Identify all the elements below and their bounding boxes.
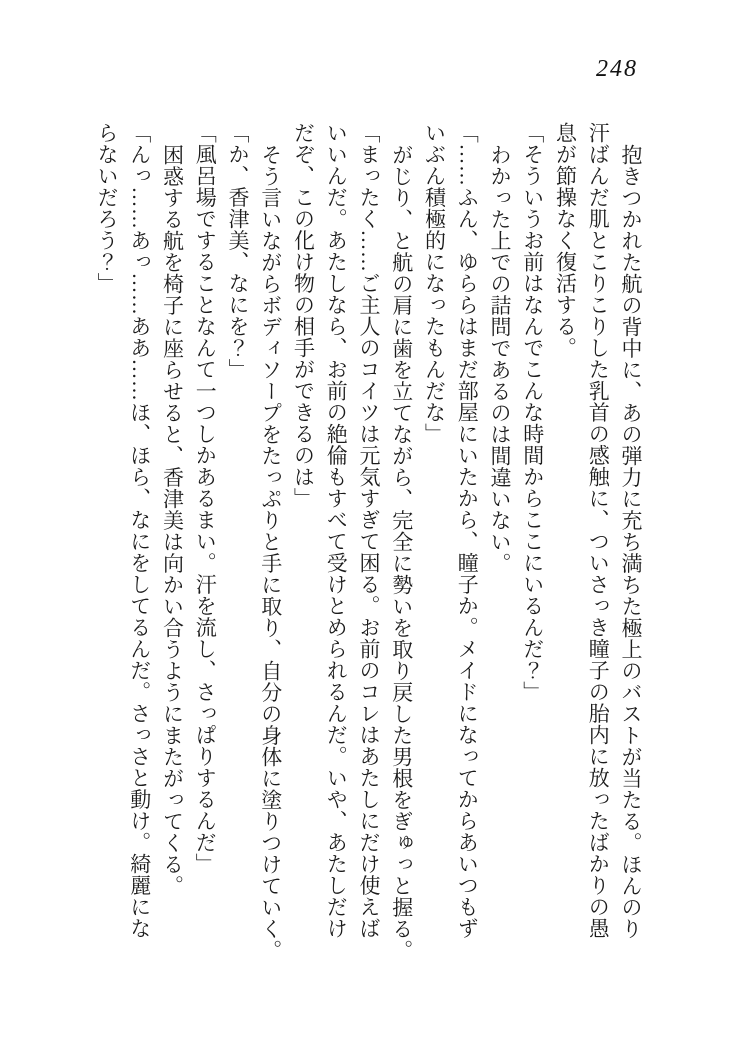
text-column: がじり、と航の肩に歯を立てながら、完全に勢いを取り戻した男根をぎゅっと握る。 [389,143,414,961]
text-column: いいんだ。あたしなら、お前の絶倫もすべて受けとめられるんだ。いや、あたしだけ [324,122,349,939]
text-column: 息が節操なく復活する。 [553,122,578,359]
text-column: 「まったく……ご主人のコイツは元気すぎて困る。お前のコレはあたしにだけ使えば [357,122,381,939]
body-text [90,122,647,972]
text-column: 抱きつかれた航の背中に、あの弾力に充ち満ちた極上のバストが当たる。ほんのり [619,143,643,939]
text-column: らないだろう？」 [95,122,119,294]
text-column: 「……ふん、ゆららはまだ部屋にいたから、瞳子か。メイドになってからあいつもず [455,122,480,939]
text-column: 困惑する航を椅子に座らせると、香津美は向かい合うようにまたがってくる。 [160,143,185,896]
page-number: 248 [596,56,638,82]
text-column: 「んっ……あっ……ああ……ほ、ほら、なにをしてるんだ。さっさと動け。綺麗にな [127,122,152,939]
text-column: そう言いながらボディソープをたっぷりと手に取り、自分の身体に塗りつけていく。 [258,143,283,961]
text-column: 汗ばんだ肌とこりこりした乳首の感触に、ついさっき瞳子の胎内に放ったばかりの愚 [586,122,611,939]
text-column: いぶん積極的になったもんだな」 [422,122,447,445]
text-column: だぞ、この化け物の相手ができるのは」 [291,122,316,509]
text-column: 「風呂場ですることなんて一つしかあるまい。汗を流し、さっぱりするんだ」 [193,122,218,875]
text-column: わかった上での詰問であるのは間違いない。 [488,143,512,574]
text-column: 「か、香津美、なにを？」 [226,122,250,380]
text-column: 「そういうお前はなんでこんな時間からここにいるんだ？」 [520,122,545,703]
